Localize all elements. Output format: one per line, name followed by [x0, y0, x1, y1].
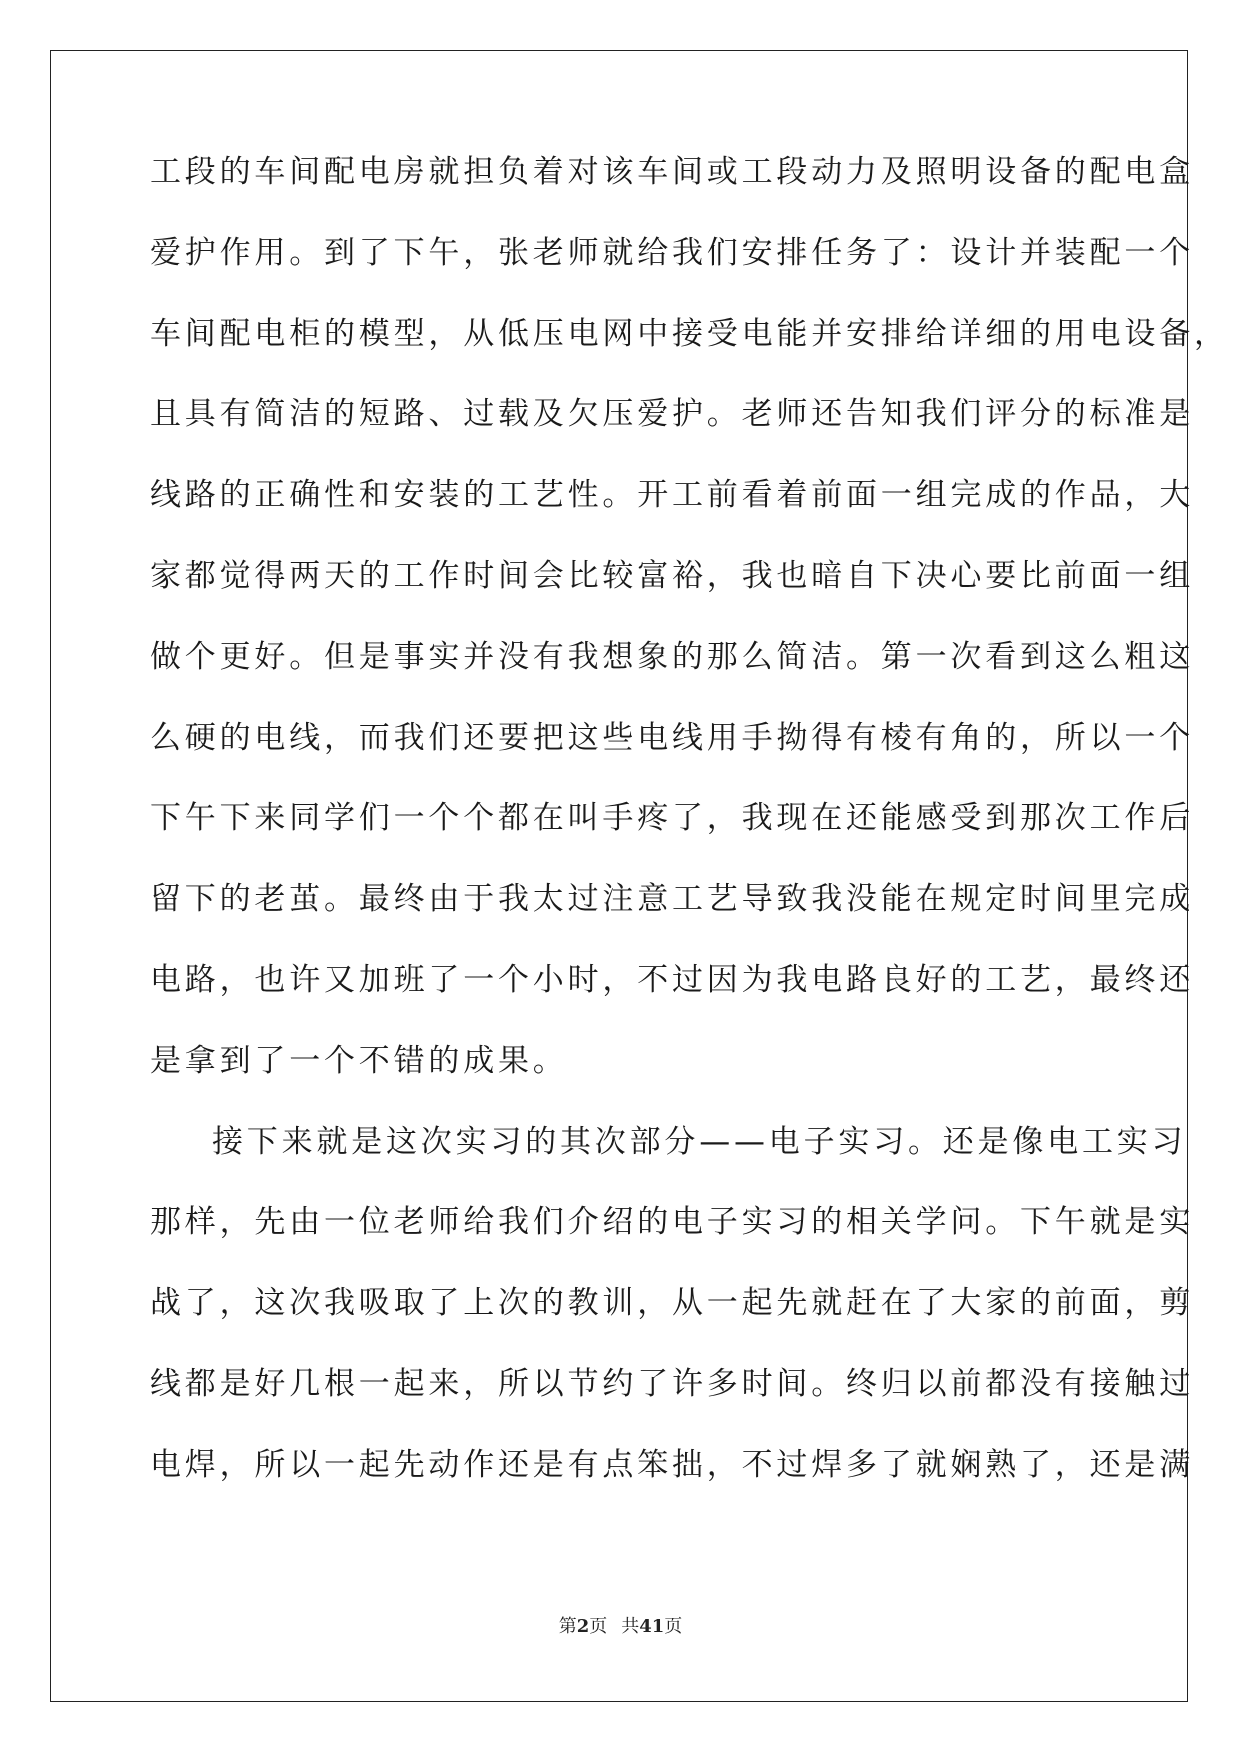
text-line: 战了，这次我吸取了上次的教训，从一起先就赶在了大家的前面，剪: [150, 1285, 1194, 1322]
text-line: 车间配电柜的模型，从低压电网中接受电能并安排给详细的用电设备，: [150, 315, 1229, 352]
total-suffix: 页: [664, 1616, 683, 1637]
text-line: 电焊，所以一起先动作还是有点笨拙，不过焊多了就娴熟了，还是满: [150, 1446, 1194, 1483]
text-line: 工段的车间配电房就担负着对该车间或工段动力及照明设备的配电盒: [150, 154, 1194, 190]
page-prefix: 第: [558, 1616, 577, 1637]
text-line: 做个更好。但是事实并没有我想象的那么简洁。第一次看到这么粗这: [150, 638, 1194, 675]
text-line: 是拿到了一个不错的成果。: [150, 1042, 568, 1079]
text-line: 留下的老茧。最终由于我太过注意工艺导致我没能在规定时间里完成: [150, 881, 1194, 918]
text-line: 且具有简洁的短路、过载及欠压爱护。老师还告知我们评分的标准是: [150, 396, 1194, 433]
page-number: 2: [576, 1616, 590, 1637]
document-body: [150, 152, 1229, 1526]
text-line: 线路的正确性和安装的工艺性。开工前看着前面一组完成的作品，大: [150, 477, 1194, 514]
total-prefix: 共: [621, 1616, 640, 1637]
text-line: 线都是好几根一起来，所以节约了许多时间。终归以前都没有接触过: [150, 1365, 1194, 1402]
page-footer: [0, 1612, 1241, 1638]
text-line: 家都觉得两天的工作时间会比较富裕，我也暗自下决心要比前面一组: [150, 557, 1194, 594]
text-line: 爱护作用。到了下午，张老师就给我们安排任务了：设计并装配一个: [150, 234, 1194, 271]
text-line: 电路，也许又加班了一个小时，不过因为我电路良好的工艺，最终还: [150, 961, 1194, 998]
page-suffix: 页: [589, 1616, 608, 1637]
paragraph-first-line: 接下来就是这次实习的其次部分——电子实习。还是像电工实习: [212, 1123, 1187, 1160]
total-pages: 41: [639, 1616, 665, 1637]
text-line: 么硬的电线，而我们还要把这些电线用手拗得有棱有角的，所以一个: [150, 719, 1194, 756]
text-line: 下午下来同学们一个个都在叫手疼了，我现在还能感受到那次工作后: [150, 800, 1194, 837]
text-line: 那样，先由一位老师给我们介绍的电子实习的相关学问。下午就是实: [150, 1204, 1194, 1241]
